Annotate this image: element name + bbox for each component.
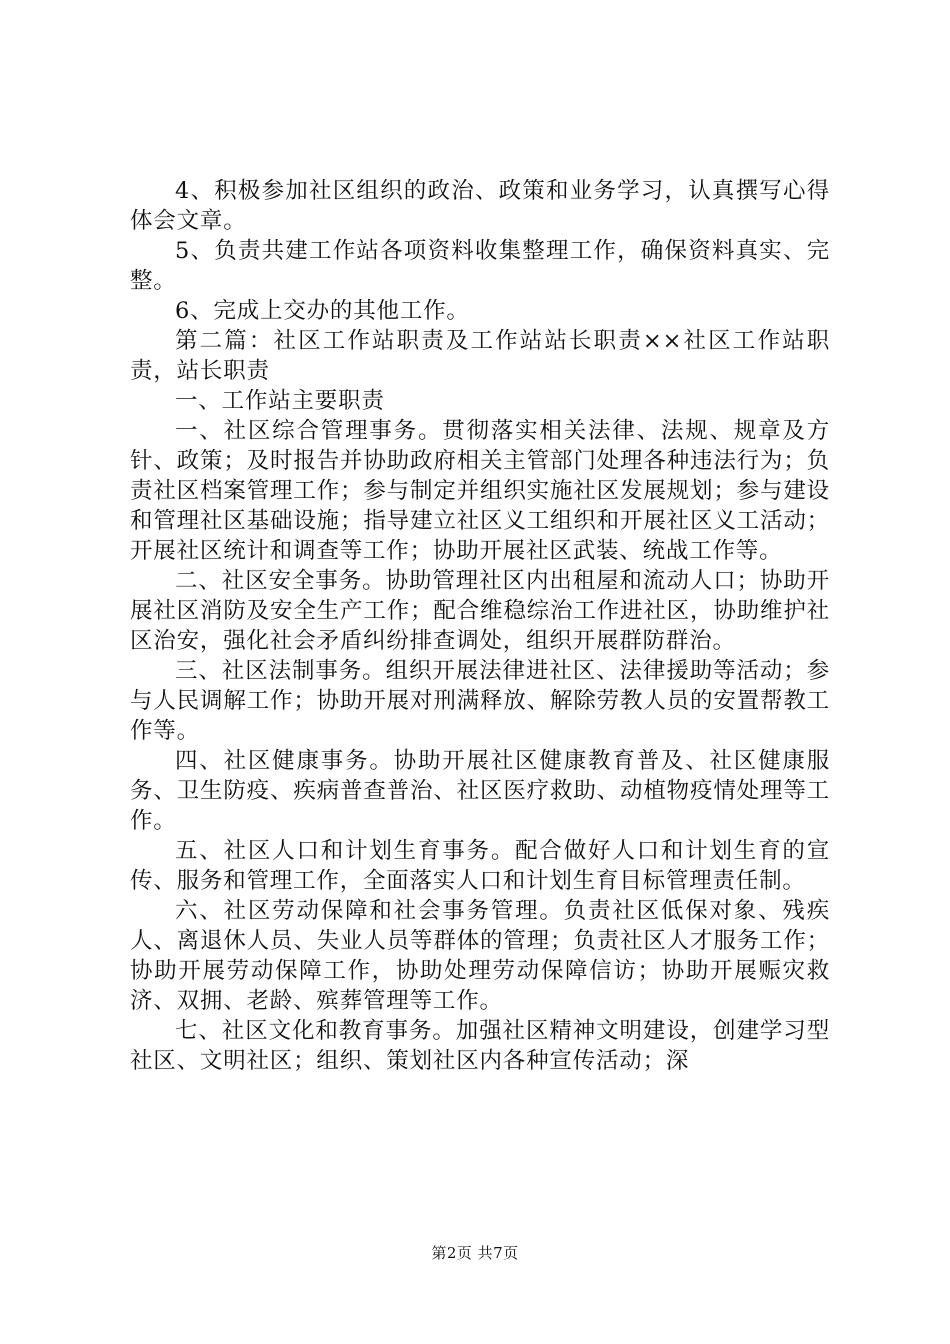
paragraph-item-6: 6、完成上交办的其他工作。 (175, 298, 470, 324)
paragraph-item-5: 5、负责共建工作站各项资料收集整理工作，确保资料真实、完整。 (130, 238, 830, 294)
duty-paragraph-2: 二、社区安全事务。协助管理社区内出租屋和流动人口；协助开展社区消防及安全生产工作；配合维稳综治工作进社区，协助维护社区治安，强化社会矛盾纠纷排查调处，组织开展群防群治。 (130, 568, 830, 654)
section-heading: 一、工作站主要职责 (175, 388, 385, 414)
duty-paragraph-7: 七、社区文化和教育事务。加强社区精神文明建设，创建学习型社区、文明社区；组织、策划社区内各种宣传活动；深 (130, 1018, 830, 1074)
duty-paragraph-3: 三、社区法制事务。组织开展法律进社区、法律援助等活动；参与人民调解工作；协助开展对刑满释放、解除劳教人员的安置帮教工作等。 (130, 658, 830, 744)
section-title: 第二篇：社区工作站职责及工作站站长职责××社区工作站职责，站长职责 (130, 328, 830, 384)
paragraph-item-4: 4、积极参加社区组织的政治、政策和业务学习，认真撰写心得体会文章。 (130, 178, 830, 234)
duty-paragraph-1: 一、社区综合管理事务。贯彻落实相关法律、法规、规章及方针、政策；及时报告并协助政府相关主管部门处理各种违法行为；负责社区档案管理工作；参与制定并组织实施社区发展规划；参与建设和管理社区基础设施；指导建立社区义工组织和开展社区义工活动；开展社区统计和调查等工作；协助开展社区武装、统战工作等。 (130, 418, 830, 564)
duty-paragraph-6: 六、社区劳动保障和社会事务管理。负责社区低保对象、残疾人、离退休人员、失业人员等群体的管理；负责社区人才服务工作；协助开展劳动保障工作，协助处理劳动保障信访；协助开展赈灾救济、双拥、老龄、殡葬管理等工作。 (130, 898, 830, 1014)
page-number-footer: 第2页 共7页 (431, 1244, 519, 1262)
document-body (130, 176, 830, 1076)
duty-paragraph-5: 五、社区人口和计划生育事务。配合做好人口和计划生育的宣传、服务和管理工作，全面落实人口和计划生育目标管理责任制。 (130, 838, 830, 894)
duty-paragraph-4: 四、社区健康事务。协助开展社区健康教育普及、社区健康服务、卫生防疫、疾病普查普治、社区医疗救助、动植物疫情处理等工作。 (130, 748, 830, 834)
